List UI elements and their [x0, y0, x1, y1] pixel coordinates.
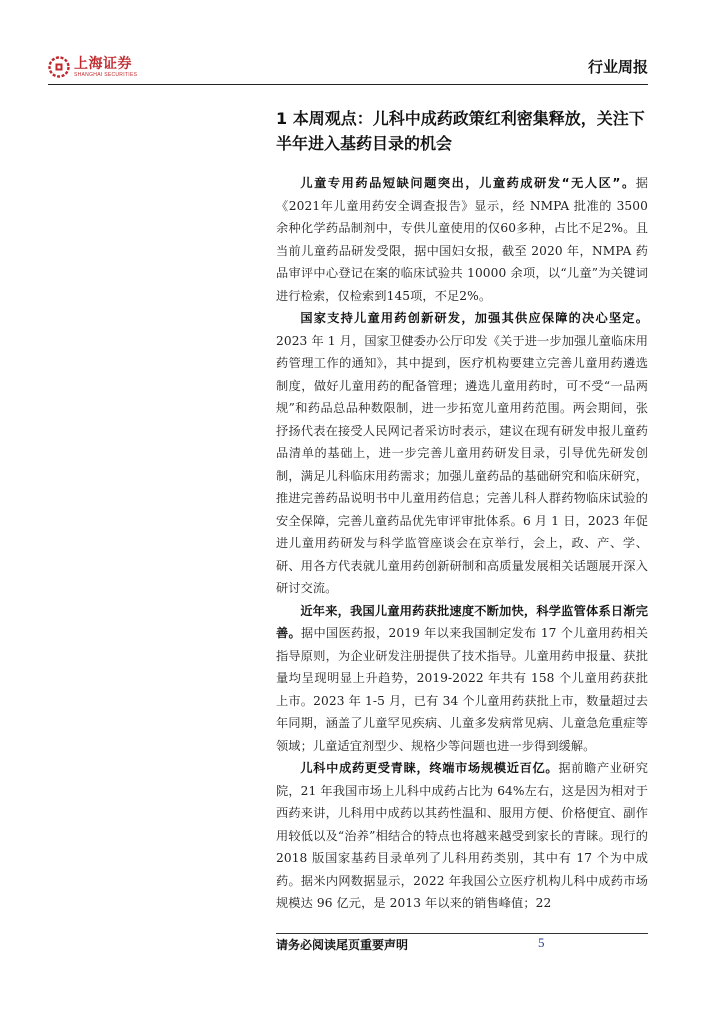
paragraph-2 — [276, 307, 648, 600]
logo-chinese-name: 上海证券 — [74, 55, 132, 72]
disclaimer-notice: 请务必阅读尾页重要声明 — [276, 938, 409, 952]
page-number: 5 — [538, 935, 545, 950]
paragraph-3 — [276, 600, 648, 758]
paragraph-text: 据《2021年儿童用药安全调查报告》显示，经 NMPA 批准的 3500 余种化学药品制剂中，专供儿童使用的仅60多种，占比不足2%。且当前儿童药品研发受限，据中国妇女报，截至 2020 年，NMPA 药品审评中心登记在案的临床试验共 10000 余项，以“儿童”为关键词进行检索，仅检索到145项，不足2%。 — [276, 176, 648, 303]
report-type-label: 行业周报 — [587, 58, 648, 76]
paragraph-1 — [276, 172, 648, 307]
paragraph-text: 据中国医药报，2019 年以来我国制定发布 17 个儿童用药相关指导原则，为企业研发注册提供了技术指导。儿童用药申报量、获批量均呈现明显上升趋势，2019-2022 年共有 158 个儿童用药获批上市。2023 年 1-5 月，已有 34 个儿童用药获批上市，数量超过去年同期，涵盖了儿童罕见疾病、儿童多发病常见病、儿童急危重症等领域；儿童适宜剂型少、规格少等问题也进一步得到缓解。 — [276, 626, 648, 753]
footer-divider — [276, 933, 648, 934]
paragraph-text: 2023 年 1 月，国家卫健委办公厅印发《关于进一步加强儿童临床用药管理工作的通知》，其中提到，医疗机构要建立完善儿童用药遴选制度，做好儿童用药的配备管理；遴选儿童用药时，可不受“一品两规”和药品总品种数限制，进一步拓宽儿童用药范围。两会期间，张抒扬代表在接受人民网记者采访时表示，建议在现有研发申报儿童药品清单的基础上，进一步完善儿童用药研发目录，引导优先研发创制，满足儿科临床用药需求；加强儿童药品的基础研究和临床研究，推进完善药品说明书中儿童用药信息；完善儿科人群药物临床试验的安全保障，完善儿童药品优先审评审批体系。6 月 1 日，2023 年促进儿童用药研发与科学监管座谈会在京举行，会上，政、产、学、研、用各方代表就儿童用药创新研制和高质量发展相关话题展开深入研讨交流。 — [276, 333, 648, 595]
paragraph-lead: 儿童专用药品短缺问题突出，儿童药成研发“无人区”。 — [300, 176, 636, 190]
paragraph-text: 据前瞻产业研究院，21 年我国市场上儿科中成药占比为 64%左右，这是因为相对于西药来讲，儿科用中成药以其药性温和、服用方便、价格便宜、副作用较低以及“治养”相结合的特点也将越来越受到家长的青睐。现行的 2018 版国家基药目录单列了儿科用药类别，其中有 17 个为中成药。据米内网数据显示，2022 年我国公立医疗机构儿科中成药市场规模达 96 亿元，是 2013 年以来的销售峰值；22 — [276, 761, 648, 910]
header-divider — [48, 84, 648, 85]
company-logo-icon — [48, 56, 70, 78]
company-logo — [48, 52, 137, 82]
section-title: 1 本周观点：儿科中成药政策红利密集释放，关注下半年进入基药目录的机会 — [276, 109, 645, 153]
logo-english-name: SHANGHAI SECURITIES — [74, 71, 138, 78]
paragraph-lead: 国家支持儿童用药创新研发，加强其供应保障的决心坚定。 — [300, 311, 648, 325]
page-header — [48, 52, 648, 82]
paragraph-lead: 儿科中成药更受青睐，终端市场规模近百亿。 — [300, 761, 559, 775]
body-text — [276, 172, 648, 915]
paragraph-4 — [276, 757, 648, 915]
paragraph-lead: 近年来，我国儿童用药获批速度不断加快，科学监管体系日渐完善。 — [276, 603, 648, 640]
